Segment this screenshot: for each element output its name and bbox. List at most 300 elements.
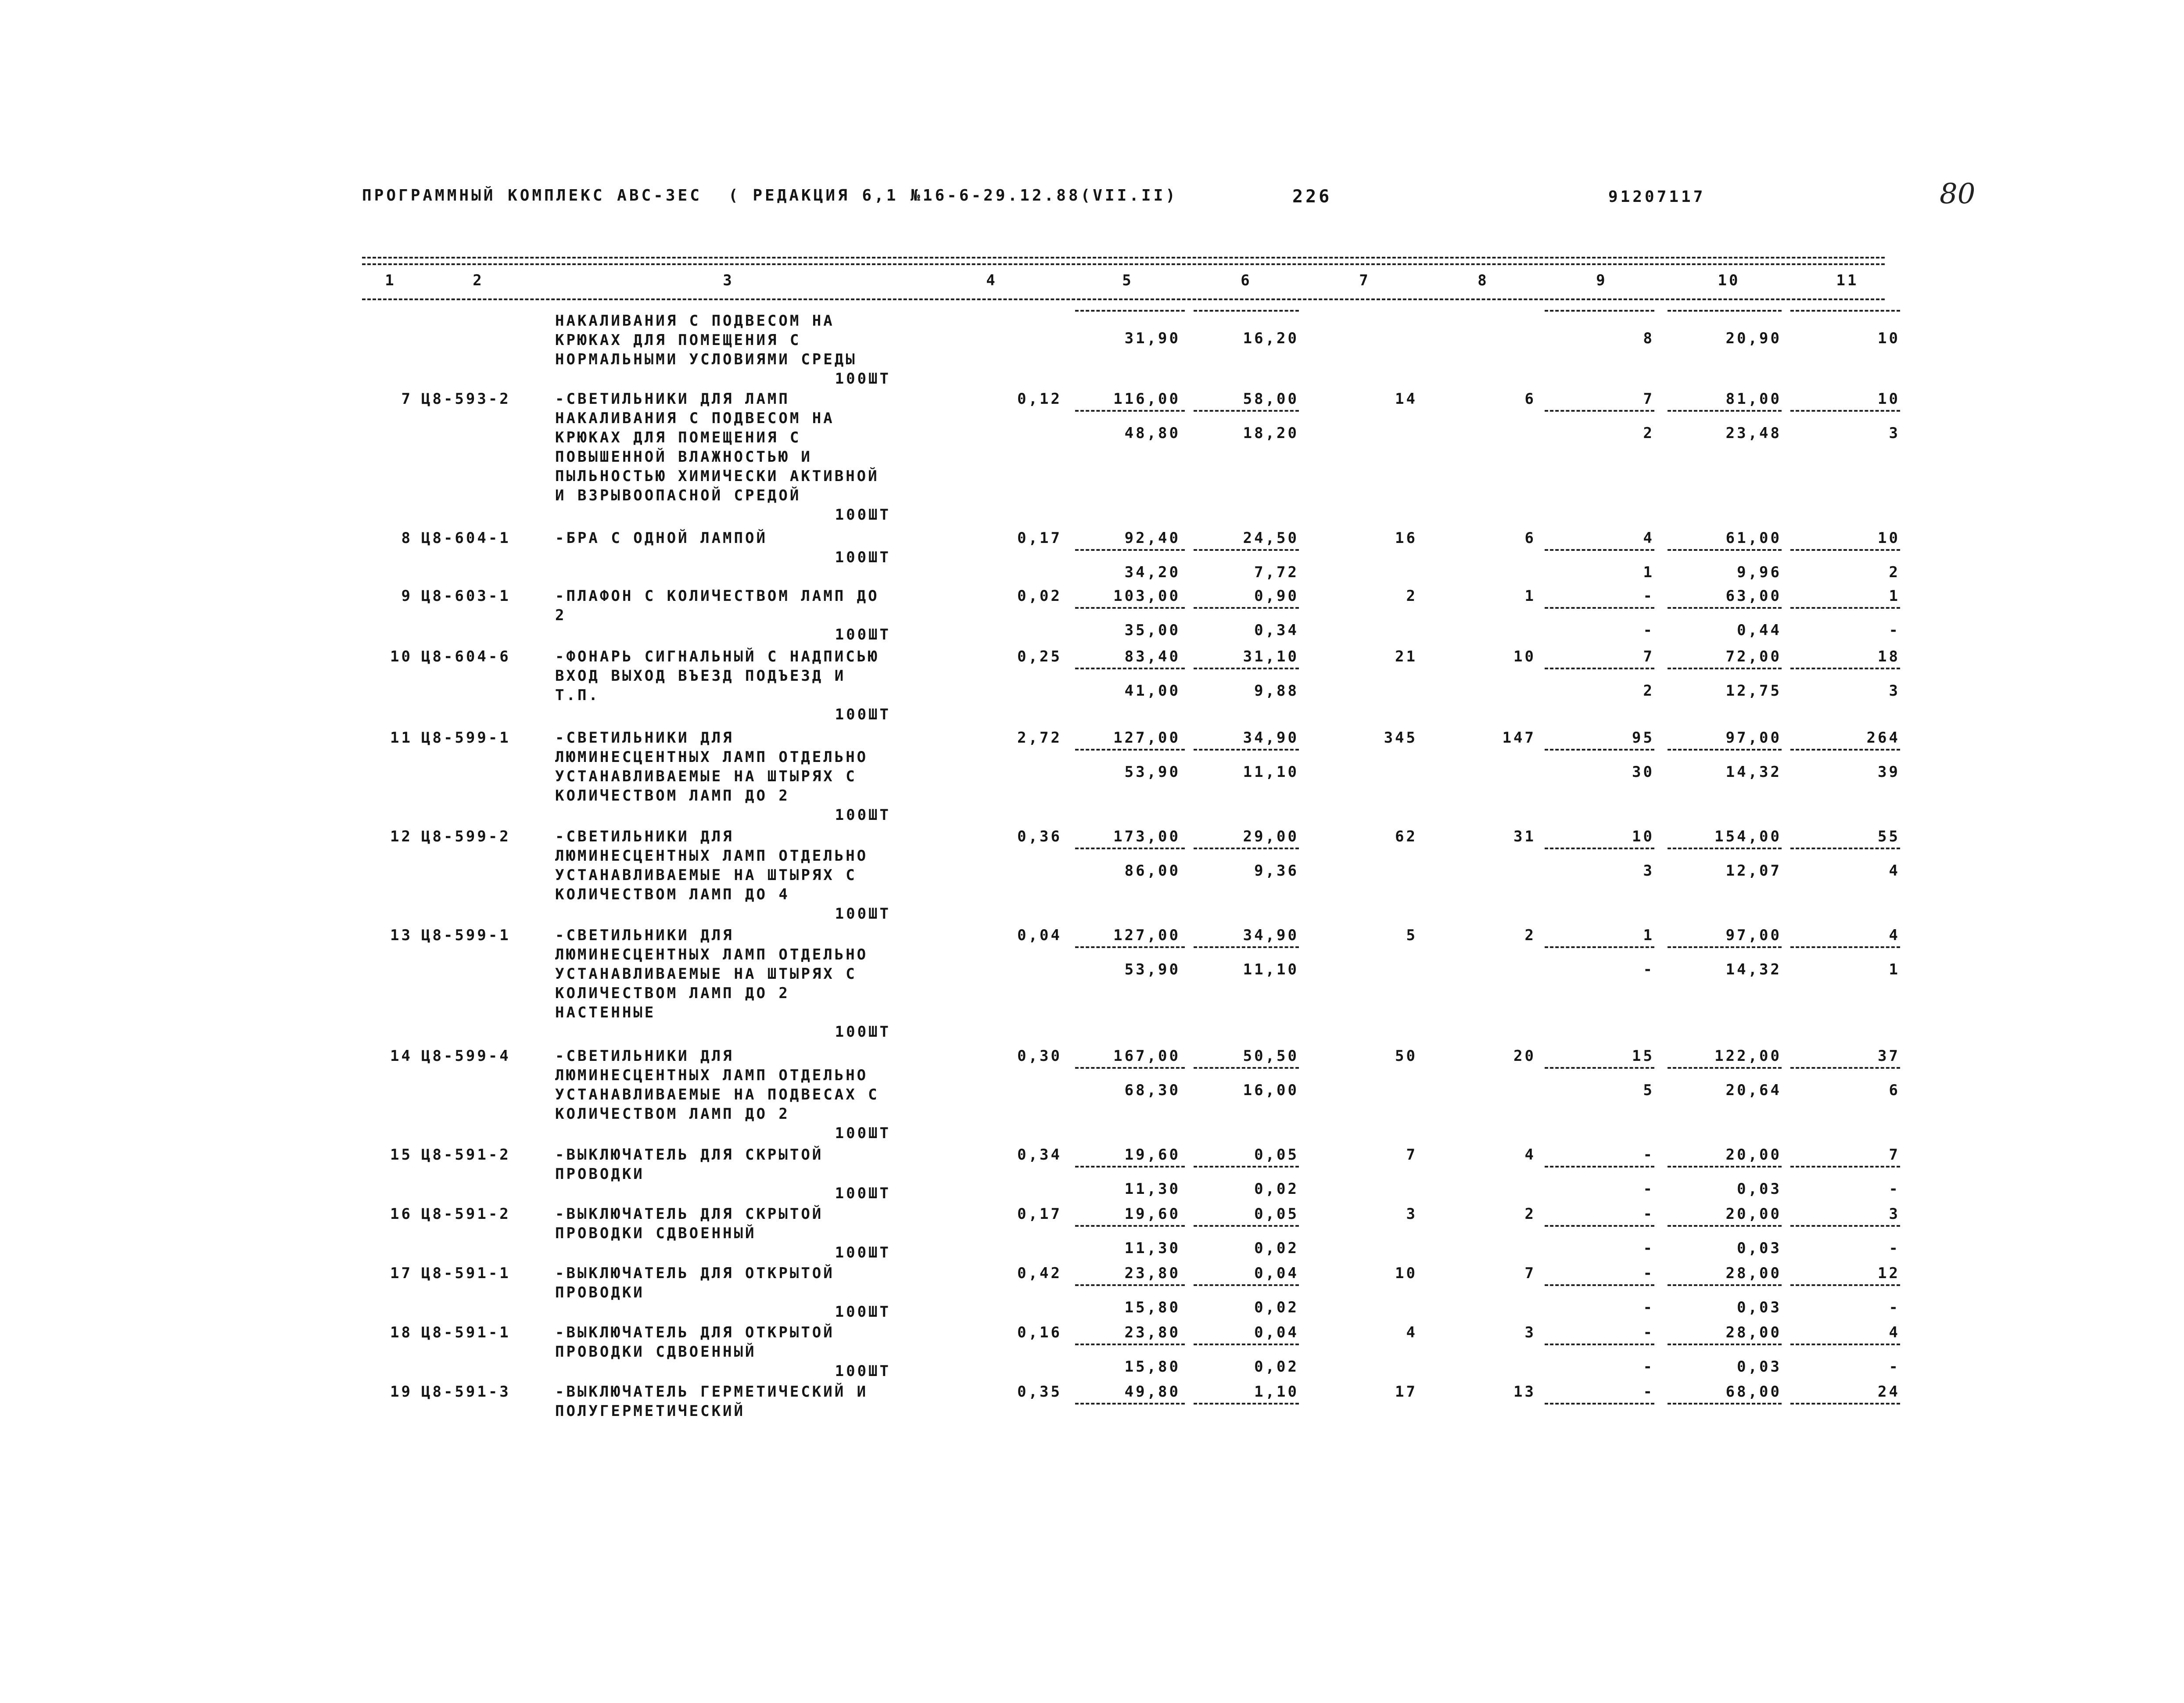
row-code: Ц8-604-6 <box>421 648 511 665</box>
cell-c6-a: 0,04 <box>1254 1324 1299 1341</box>
cell-c11-b: - <box>1889 1240 1900 1257</box>
cell-c5-b: 41,00 <box>1124 682 1180 700</box>
cell-c5-b: 53,90 <box>1124 763 1180 781</box>
column-header: 5 <box>1122 272 1133 289</box>
cell-col-8: 2 <box>1524 1205 1536 1223</box>
cell-c6-b: 0,02 <box>1254 1299 1299 1316</box>
cell-c9-b: - <box>1643 1180 1654 1198</box>
cell-c11-b: 6 <box>1889 1081 1900 1099</box>
cell-col-4: 0,17 <box>1017 1205 1062 1223</box>
cell-c11-b: 3 <box>1889 424 1900 442</box>
cell-c10-a: 97,00 <box>1725 729 1782 747</box>
cell-divider <box>1194 668 1299 669</box>
cell-c11-a: 37 <box>1878 1047 1900 1065</box>
cell-c10-a: 81,00 <box>1725 390 1782 408</box>
cell-c11-b: - <box>1889 1358 1900 1376</box>
cell-col-4: 0,25 <box>1017 648 1062 665</box>
header-page-number: 226 <box>1292 187 1332 207</box>
cell-divider <box>1075 1403 1185 1405</box>
cell-c10-a: 68,00 <box>1725 1383 1782 1401</box>
cell-c10-b: 0,03 <box>1737 1358 1782 1376</box>
cell-c5-a: 92,40 <box>1124 529 1180 547</box>
cell-col-7: 3 <box>1406 1205 1417 1223</box>
cell-divider <box>1194 549 1299 551</box>
cell-divider <box>1668 410 1782 412</box>
cell-col-4: 0,16 <box>1017 1324 1062 1341</box>
row-description-line: -ПЛАФОН С КОЛИЧЕСТВОМ ЛАМП ДО <box>555 587 879 605</box>
cell-c11-b: 2 <box>1889 564 1900 581</box>
cell-divider <box>1668 1403 1782 1405</box>
cell-divider <box>1075 1225 1185 1227</box>
row-description-line: ЛЮМИНЕСЦЕНТНЫХ ЛАМП ОТДЕЛЬНО <box>555 847 868 865</box>
cell-c11-a: 55 <box>1878 828 1900 845</box>
cell-col-4: 0,17 <box>1017 529 1062 547</box>
row-number: 13 <box>390 927 412 944</box>
cell-divider <box>1545 749 1654 751</box>
row-description-line: ЛЮМИНЕСЦЕНТНЫХ ЛАМП ОТДЕЛЬНО <box>555 1067 868 1084</box>
cell-divider <box>1668 668 1782 669</box>
row-description-line: -ВЫКЛЮЧАТЕЛЬ ДЛЯ СКРЫТОЙ <box>555 1205 824 1223</box>
row-description-line: -СВЕТИЛЬНИКИ ДЛЯ <box>555 729 734 747</box>
row-code: Ц8-599-2 <box>421 828 511 845</box>
cell-c10-a: 63,00 <box>1725 587 1782 605</box>
cell-divider <box>1790 607 1900 609</box>
cell-col-8: 1 <box>1524 587 1536 605</box>
row-code: Ц8-591-1 <box>421 1324 511 1341</box>
row-description-line: КОЛИЧЕСТВОМ ЛАМП ДО 2 <box>555 1105 790 1123</box>
header-edition: ( РЕДАКЦИЯ 6,1 №16-6-29.12.88(VII.II) <box>728 187 1178 205</box>
cell-col-4: 2,72 <box>1017 729 1062 747</box>
row-description-line: ВХОД ВЫХОД ВЪЕЗД ПОДЪЕЗД И <box>555 667 846 685</box>
cell-c5-b: 48,80 <box>1124 424 1180 442</box>
cell-divider <box>1194 1284 1299 1286</box>
cell-c10-b: 12,75 <box>1725 682 1782 700</box>
row-number: 10 <box>390 648 412 665</box>
row-unit: 100ШТ <box>835 549 891 566</box>
cell-divider <box>1545 1225 1654 1227</box>
cell-divider <box>1790 549 1900 551</box>
cell-c10-b: 14,32 <box>1725 961 1782 978</box>
cell-c10-b: 20,64 <box>1725 1081 1782 1099</box>
cell-col-4: 0,04 <box>1017 927 1062 944</box>
cell-divider <box>1194 310 1299 312</box>
cell-c10-a: 72,00 <box>1725 648 1782 665</box>
cell-divider <box>1545 310 1654 312</box>
cell-col-7: 2 <box>1406 587 1417 605</box>
cell-c5-a: 116,00 <box>1113 390 1180 408</box>
row-number: 16 <box>390 1205 412 1223</box>
cell-c9-a: - <box>1643 1205 1654 1223</box>
row-code: Ц8-591-3 <box>421 1383 511 1401</box>
cell-divider <box>1075 668 1185 669</box>
cell-c5-a: 23,80 <box>1124 1324 1180 1341</box>
cell-c9-a: 7 <box>1643 648 1654 665</box>
table-top-rule <box>362 257 1885 259</box>
cell-divider <box>1668 1284 1782 1286</box>
row-description-line: ПРОВОДКИ <box>555 1165 645 1183</box>
cell-divider <box>1545 1166 1654 1168</box>
row-description-line: ПРОВОДКИ СДВОЕННЫЙ <box>555 1343 757 1361</box>
cell-c6-a: 31,10 <box>1243 648 1299 665</box>
cell-c6-b: 9,88 <box>1254 682 1299 700</box>
cell-col-8: 7 <box>1524 1265 1536 1282</box>
cell-divider <box>1790 1225 1900 1227</box>
cell-divider <box>1668 1067 1782 1069</box>
cell-col-4: 0,34 <box>1017 1146 1062 1164</box>
cell-divider <box>1668 1225 1782 1227</box>
cell-c6-a: 29,00 <box>1243 828 1299 845</box>
cell-c11-a: 3 <box>1889 1205 1900 1223</box>
cell-c6-a: 0,05 <box>1254 1146 1299 1164</box>
cell-divider <box>1790 848 1900 849</box>
cell-col-7: 345 <box>1384 729 1417 747</box>
cell-c5-a: 83,40 <box>1124 648 1180 665</box>
cell-divider <box>1075 1067 1185 1069</box>
column-header: 3 <box>723 272 734 289</box>
row-unit: 100ШТ <box>835 1244 891 1261</box>
cell-c5-a: 167,00 <box>1113 1047 1180 1065</box>
row-description-line: -СВЕТИЛЬНИКИ ДЛЯ <box>555 1047 734 1065</box>
cell-c10-b: 12,07 <box>1725 862 1782 880</box>
cell-divider <box>1075 1344 1185 1345</box>
cell-divider <box>1545 1284 1654 1286</box>
cell-col-7: 21 <box>1395 648 1417 665</box>
row-description-line: -ВЫКЛЮЧАТЕЛЬ ДЛЯ ОТКРЫТОЙ <box>555 1265 835 1282</box>
column-header: 1 <box>385 272 396 289</box>
cell-divider <box>1194 1344 1299 1345</box>
row-unit: 100ШТ <box>835 1023 891 1041</box>
cell-col-8: 20 <box>1513 1047 1536 1065</box>
header-code: 91207117 <box>1608 188 1706 206</box>
cell-c6-a: 0,90 <box>1254 587 1299 605</box>
cell-divider <box>1075 946 1185 948</box>
cell-c9-a: 4 <box>1643 529 1654 547</box>
row-number: 8 <box>401 529 412 547</box>
row-description-line: ПРОВОДКИ СДВОЕННЫЙ <box>555 1225 757 1242</box>
cell-col-8: 31 <box>1513 828 1536 845</box>
cell-c5-a: 103,00 <box>1113 587 1180 605</box>
row-number: 19 <box>390 1383 412 1401</box>
cell-c5-a: 23,80 <box>1124 1265 1180 1282</box>
cell-c9-b: 2 <box>1643 682 1654 700</box>
table-top-rule-2 <box>362 263 1885 265</box>
column-header: 10 <box>1718 272 1740 289</box>
cell-divider <box>1075 410 1185 412</box>
cell-c9-b: 2 <box>1643 424 1654 442</box>
row-description-line: ПОЛУГЕРМЕТИЧЕСКИЙ <box>555 1402 745 1420</box>
column-header: 4 <box>986 272 997 289</box>
column-header: 7 <box>1359 272 1370 289</box>
cell-c5-a: 19,60 <box>1124 1146 1180 1164</box>
cell-divider <box>1075 549 1185 551</box>
cell-divider <box>1194 946 1299 948</box>
cell-col-8: 6 <box>1524 529 1536 547</box>
row-description-line: -СВЕТИЛЬНИКИ ДЛЯ <box>555 828 734 845</box>
cell-c5-a: 173,00 <box>1113 828 1180 845</box>
cell-c9-b: - <box>1643 622 1654 639</box>
cell-c6-b: 0,02 <box>1254 1358 1299 1376</box>
cell-c11-b: - <box>1889 1299 1900 1316</box>
cell-c6-a: 58,00 <box>1243 390 1299 408</box>
row-code: Ц8-593-2 <box>421 390 511 408</box>
cell-c10-b: 14,32 <box>1725 763 1782 781</box>
cell-c9-a: 95 <box>1632 729 1654 747</box>
cell-col-4: 0,42 <box>1017 1265 1062 1282</box>
cell-c5-b: 11,30 <box>1124 1180 1180 1198</box>
cell-c10-b: 9,96 <box>1737 564 1782 581</box>
cell-divider <box>1790 1166 1900 1168</box>
cell-c9-a: 7 <box>1643 390 1654 408</box>
cell-divider <box>1790 749 1900 751</box>
cell-c9-a: 1 <box>1643 927 1654 944</box>
row-description-line: КОЛИЧЕСТВОМ ЛАМП ДО 2 <box>555 787 790 805</box>
cell-divider <box>1668 848 1782 849</box>
cell-c6-b: 9,36 <box>1254 862 1299 880</box>
cell-c9-a: 15 <box>1632 1047 1654 1065</box>
cell-divider <box>1075 607 1185 609</box>
cell-divider <box>1668 607 1782 609</box>
cell-c6-a: 24,50 <box>1243 529 1299 547</box>
cell-c11-a: 4 <box>1889 927 1900 944</box>
cell-c9-b: - <box>1643 1358 1654 1376</box>
row-description-line: ПОВЫШЕННОЙ ВЛАЖНОСТЬЮ И <box>555 448 812 466</box>
cell-c11-b: - <box>1889 622 1900 639</box>
cell-c9-b: - <box>1643 1240 1654 1257</box>
cell-c6-a: 34,90 <box>1243 729 1299 747</box>
cell-c9-b: - <box>1643 961 1654 978</box>
row-description-line: УСТАНАВЛИВАЕМЫЕ НА ПОДВЕСАХ С <box>555 1086 879 1103</box>
cell-divider <box>1545 1067 1654 1069</box>
cell-c6-b: 11,10 <box>1243 763 1299 781</box>
cell-c11-a: 10 <box>1878 390 1900 408</box>
cell-c5-b: 11,30 <box>1124 1240 1180 1257</box>
row-description-line: НОРМАЛЬНЫМИ УСЛОВИЯМИ СРЕДЫ <box>555 351 857 368</box>
cell-c6-a: 0,04 <box>1254 1265 1299 1282</box>
cell-col-6-b: 16,20 <box>1243 330 1299 347</box>
cell-c11-a: 10 <box>1878 529 1900 547</box>
cell-c6-b: 0,34 <box>1254 622 1299 639</box>
row-description-line: КОЛИЧЕСТВОМ ЛАМП ДО 2 <box>555 984 790 1002</box>
cell-c10-b: 0,03 <box>1737 1299 1782 1316</box>
cell-c5-b: 86,00 <box>1124 862 1180 880</box>
cell-col-4: 0,36 <box>1017 828 1062 845</box>
column-header: 6 <box>1241 272 1252 289</box>
row-number: 18 <box>390 1324 412 1341</box>
cell-c10-a: 97,00 <box>1725 927 1782 944</box>
row-description-line: -ВЫКЛЮЧАТЕЛЬ ГЕРМЕТИЧЕСКИЙ И <box>555 1383 868 1401</box>
cell-c5-b: 35,00 <box>1124 622 1180 639</box>
cell-c10-a: 28,00 <box>1725 1265 1782 1282</box>
row-code: Ц8-599-1 <box>421 729 511 747</box>
cell-divider <box>1545 848 1654 849</box>
cell-col-5-b: 31,90 <box>1124 330 1180 347</box>
cell-divider <box>1790 1284 1900 1286</box>
cell-c6-b: 0,02 <box>1254 1180 1299 1198</box>
row-description-line: -СВЕТИЛЬНИКИ ДЛЯ <box>555 927 734 944</box>
cell-c9-b: 5 <box>1643 1081 1654 1099</box>
cell-col-8: 4 <box>1524 1146 1536 1164</box>
cell-c9-a: - <box>1643 1324 1654 1341</box>
cell-divider <box>1668 1166 1782 1168</box>
cell-c11-a: 264 <box>1866 729 1900 747</box>
row-number: 11 <box>390 729 412 747</box>
cell-divider <box>1194 607 1299 609</box>
row-number: 14 <box>390 1047 412 1065</box>
cell-col-4: 0,35 <box>1017 1383 1062 1401</box>
cell-c10-a: 20,00 <box>1725 1146 1782 1164</box>
cell-col-7: 5 <box>1406 927 1417 944</box>
header-program: ПРОГРАММНЫЙ КОМПЛЕКС АВС-3ЕС <box>362 187 702 205</box>
cell-divider <box>1075 749 1185 751</box>
cell-col-4: 0,02 <box>1017 587 1062 605</box>
row-code: Ц8-591-1 <box>421 1265 511 1282</box>
cell-c6-a: 0,05 <box>1254 1205 1299 1223</box>
column-header-rule <box>362 298 1885 300</box>
row-description-line: И ВЗРЫВООПАСНОЙ СРЕДОЙ <box>555 487 801 504</box>
cell-c10-a: 20,00 <box>1725 1205 1782 1223</box>
row-description-line: НАКАЛИВАНИЯ С ПОДВЕСОМ НА <box>555 312 835 330</box>
cell-col-11-b: 10 <box>1878 330 1900 347</box>
cell-divider <box>1668 946 1782 948</box>
cell-divider <box>1545 1344 1654 1345</box>
row-description-line: -ВЫКЛЮЧАТЕЛЬ ДЛЯ СКРЫТОЙ <box>555 1146 824 1164</box>
row-code: Ц8-591-2 <box>421 1146 511 1164</box>
cell-c9-a: 10 <box>1632 828 1654 845</box>
cell-col-10-b: 20,90 <box>1725 330 1782 347</box>
cell-divider <box>1668 749 1782 751</box>
cell-divider <box>1790 1403 1900 1405</box>
cell-col-7: 10 <box>1395 1265 1417 1282</box>
row-description-line: УСТАНАВЛИВАЕМЫЕ НА ШТЫРЯХ С <box>555 866 857 884</box>
cell-divider <box>1790 1067 1900 1069</box>
cell-divider <box>1194 1166 1299 1168</box>
row-description-line: НАКАЛИВАНИЯ С ПОДВЕСОМ НА <box>555 410 835 427</box>
cell-c11-b: - <box>1889 1180 1900 1198</box>
cell-c9-b: 30 <box>1632 763 1654 781</box>
cell-divider <box>1668 1344 1782 1345</box>
cell-col-4: 0,12 <box>1017 390 1062 408</box>
row-code: Ц8-591-2 <box>421 1205 511 1223</box>
row-unit: 100ШТ <box>835 1303 891 1321</box>
cell-divider <box>1668 310 1782 312</box>
row-description-line: КОЛИЧЕСТВОМ ЛАМП ДО 4 <box>555 886 790 903</box>
row-code: Ц8-603-1 <box>421 587 511 605</box>
cell-col-7: 62 <box>1395 828 1417 845</box>
row-description-line: -БРА С ОДНОЙ ЛАМПОЙ <box>555 529 767 547</box>
cell-col-8: 3 <box>1524 1324 1536 1341</box>
cell-divider <box>1075 1284 1185 1286</box>
cell-c6-a: 34,90 <box>1243 927 1299 944</box>
cell-c6-b: 7,72 <box>1254 564 1299 581</box>
cell-c5-b: 53,90 <box>1124 961 1180 978</box>
cell-divider <box>1545 607 1654 609</box>
row-unit: 100ШТ <box>835 370 891 388</box>
cell-divider <box>1194 1225 1299 1227</box>
cell-c10-a: 122,00 <box>1714 1047 1782 1065</box>
cell-col-7: 4 <box>1406 1324 1417 1341</box>
cell-c10-b: 0,44 <box>1737 622 1782 639</box>
row-unit: 100ШТ <box>835 1185 891 1202</box>
row-description-line: КРЮКАХ ДЛЯ ПОМЕЩЕНИЯ С <box>555 331 801 349</box>
row-unit: 100ШТ <box>835 626 891 643</box>
cell-c11-a: 1 <box>1889 587 1900 605</box>
row-description-line: УСТАНАВЛИВАЕМЫЕ НА ШТЫРЯХ С <box>555 965 857 983</box>
cell-c9-a: - <box>1643 1265 1654 1282</box>
cell-divider <box>1194 1403 1299 1405</box>
cell-c11-b: 3 <box>1889 682 1900 700</box>
row-description-line: ЛЮМИНЕСЦЕНТНЫХ ЛАМП ОТДЕЛЬНО <box>555 748 868 766</box>
cell-c6-a: 1,10 <box>1254 1383 1299 1401</box>
row-description-line: НАСТЕННЫЕ <box>555 1004 656 1021</box>
row-unit: 100ШТ <box>835 506 891 524</box>
cell-c11-a: 24 <box>1878 1383 1900 1401</box>
cell-c6-b: 0,02 <box>1254 1240 1299 1257</box>
cell-c5-b: 15,80 <box>1124 1299 1180 1316</box>
cell-col-8: 2 <box>1524 927 1536 944</box>
cell-c11-b: 1 <box>1889 961 1900 978</box>
row-number: 12 <box>390 828 412 845</box>
cell-divider <box>1790 946 1900 948</box>
cell-c10-b: 0,03 <box>1737 1240 1782 1257</box>
cell-col-8: 13 <box>1513 1383 1536 1401</box>
cell-divider <box>1545 410 1654 412</box>
row-unit: 100ШТ <box>835 1362 891 1380</box>
row-description-line: -ВЫКЛЮЧАТЕЛЬ ДЛЯ ОТКРЫТОЙ <box>555 1324 835 1341</box>
cell-c6-b: 16,00 <box>1243 1081 1299 1099</box>
cell-c9-a: - <box>1643 587 1654 605</box>
row-code: Ц8-604-1 <box>421 529 511 547</box>
row-description-line: Т.П. <box>555 686 600 704</box>
row-description-line: УСТАНАВЛИВАЕМЫЕ НА ШТЫРЯХ С <box>555 768 857 785</box>
row-unit: 100ШТ <box>835 905 891 923</box>
cell-divider <box>1075 848 1185 849</box>
row-number: 9 <box>401 587 412 605</box>
cell-col-7: 7 <box>1406 1146 1417 1164</box>
cell-c9-b: - <box>1643 1299 1654 1316</box>
cell-c10-b: 23,48 <box>1725 424 1782 442</box>
cell-c5-b: 68,30 <box>1124 1081 1180 1099</box>
row-number: 15 <box>390 1146 412 1164</box>
cell-divider <box>1194 749 1299 751</box>
cell-c5-b: 34,20 <box>1124 564 1180 581</box>
cell-c10-a: 28,00 <box>1725 1324 1782 1341</box>
row-unit: 100ШТ <box>835 1125 891 1142</box>
row-description-line: -СВЕТИЛЬНИКИ ДЛЯ ЛАМП <box>555 390 790 408</box>
cell-c11-a: 12 <box>1878 1265 1900 1282</box>
row-number: 7 <box>401 390 412 408</box>
cell-c5-a: 49,80 <box>1124 1383 1180 1401</box>
cell-divider <box>1790 310 1900 312</box>
cell-divider <box>1075 310 1185 312</box>
column-header: 11 <box>1836 272 1859 289</box>
cell-c9-b: 1 <box>1643 564 1654 581</box>
cell-c5-b: 15,80 <box>1124 1358 1180 1376</box>
cell-col-4: 0,30 <box>1017 1047 1062 1065</box>
cell-col-7: 50 <box>1395 1047 1417 1065</box>
cell-divider <box>1545 549 1654 551</box>
cell-c11-b: 4 <box>1889 862 1900 880</box>
cell-col-8: 147 <box>1502 729 1536 747</box>
cell-col-7: 16 <box>1395 529 1417 547</box>
cell-divider <box>1545 1403 1654 1405</box>
cell-c6-b: 18,20 <box>1243 424 1299 442</box>
row-unit: 100ШТ <box>835 706 891 723</box>
cell-col-8: 6 <box>1524 390 1536 408</box>
cell-c9-a: - <box>1643 1383 1654 1401</box>
cell-divider <box>1668 549 1782 551</box>
column-header: 9 <box>1596 272 1607 289</box>
row-code: Ц8-599-4 <box>421 1047 511 1065</box>
